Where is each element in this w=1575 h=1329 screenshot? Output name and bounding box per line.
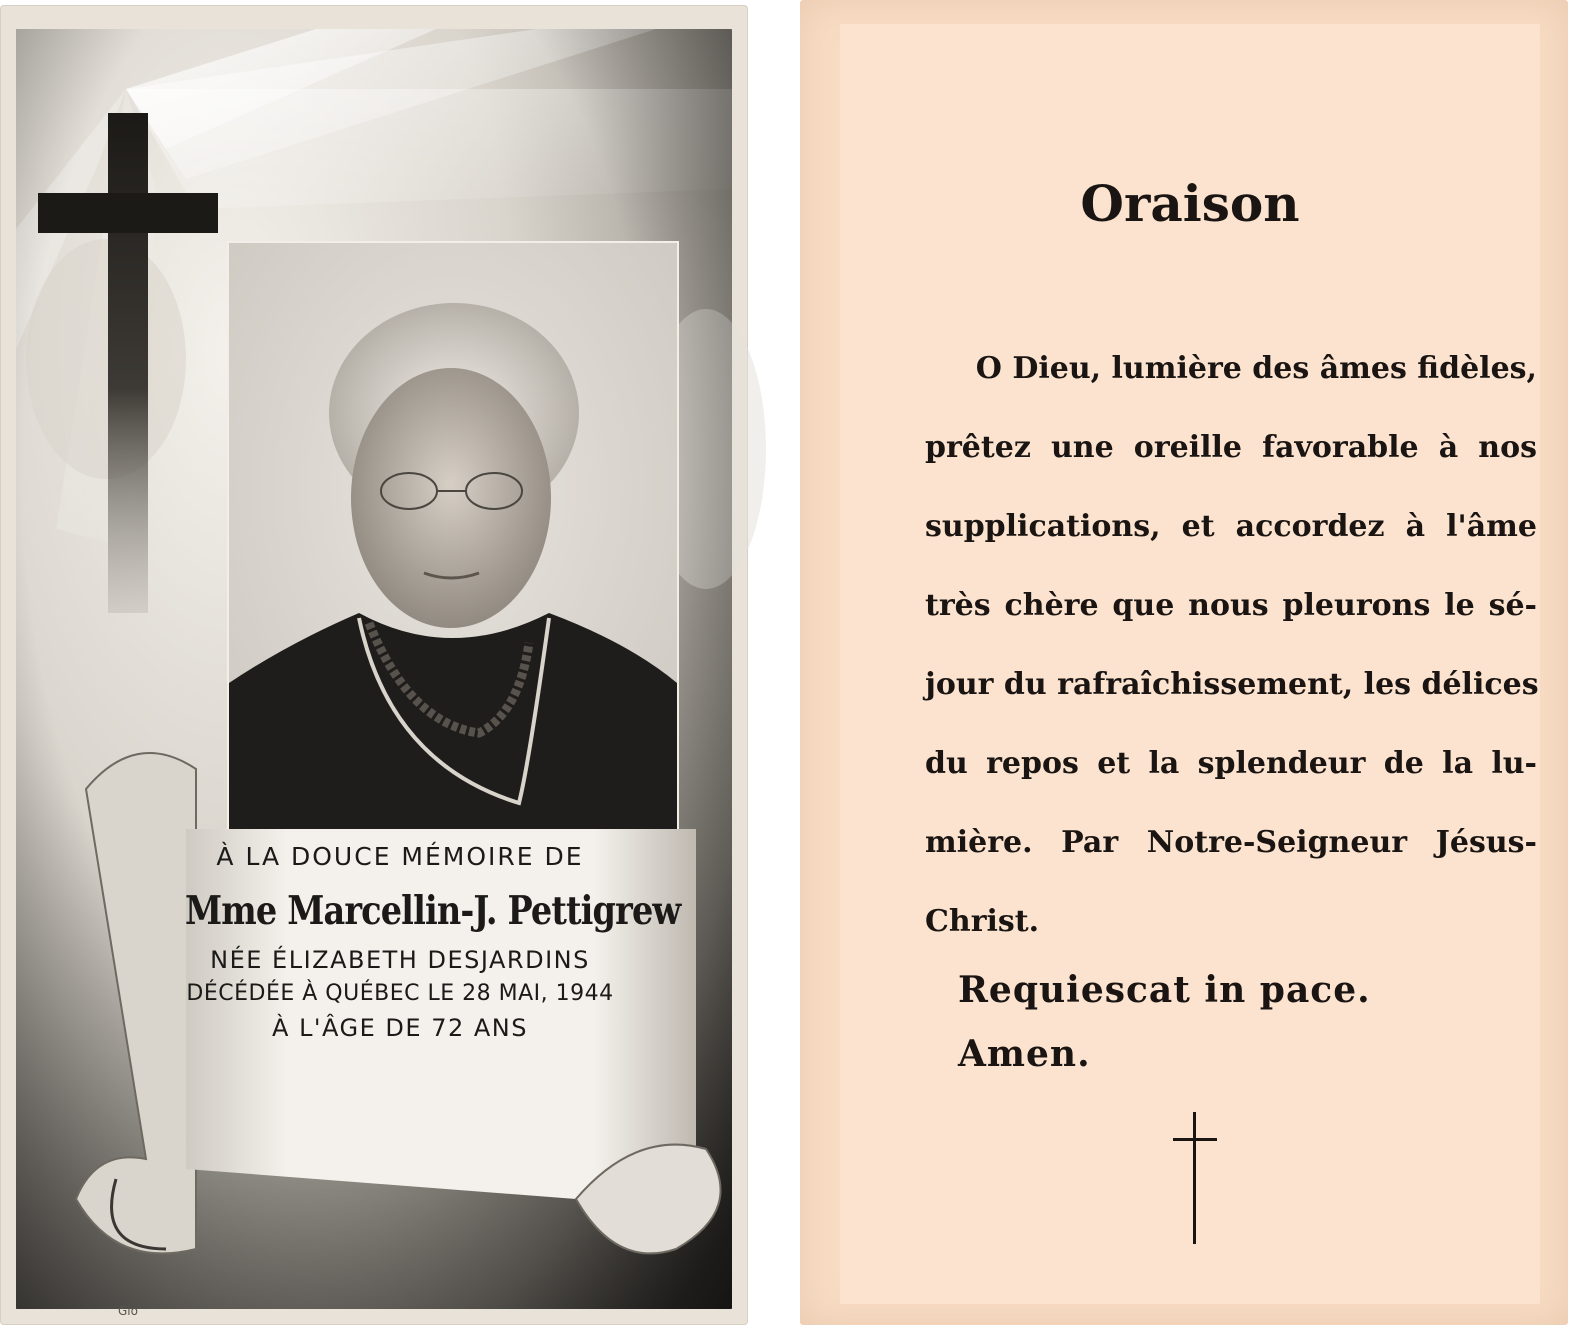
cross-icon bbox=[38, 113, 218, 613]
memorial-intro: À LA DOUCE MÉMOIRE DE bbox=[216, 842, 584, 871]
prayer-line: jour du rafraîchissement, les délices bbox=[925, 667, 1539, 702]
prayer-text bbox=[925, 342, 1537, 974]
amen-line: Amen. bbox=[958, 1033, 1091, 1075]
memorial-card-front bbox=[0, 5, 748, 1325]
prayer-line: prêtez une oreille favorable à nos bbox=[925, 430, 1537, 465]
closing-words bbox=[958, 958, 1371, 1086]
death-date-place: DÉCÉDÉE À QUÉBEC LE 28 MAI, 1944 bbox=[186, 981, 614, 1006]
prayer-line: Christ. bbox=[925, 904, 1040, 939]
prayer-line: O Dieu, lumière des âmes fidèles, bbox=[975, 351, 1537, 386]
deceased-name: Mme Marcellin-J. Pettigrew bbox=[185, 888, 681, 934]
prayer-line: du repos et la splendeur de la lu- bbox=[925, 746, 1537, 781]
prayer-line: très chère que nous pleurons le sé- bbox=[925, 588, 1537, 623]
memorial-artwork bbox=[16, 29, 732, 1318]
prayer-line: supplications, et accordez à l'âme bbox=[925, 509, 1537, 544]
artist-signature: Gio bbox=[118, 1304, 138, 1318]
maiden-name: NÉE ÉLIZABETH DESJARDINS bbox=[210, 946, 590, 974]
small-cross-icon bbox=[1170, 1112, 1220, 1244]
prayer-line: mière. Par Notre-Seigneur Jésus- bbox=[925, 825, 1537, 860]
age-at-death: À L'ÂGE DE 72 ANS bbox=[272, 1014, 528, 1042]
requiescat-line: Requiescat in pace. bbox=[958, 969, 1371, 1011]
memorial-inscription bbox=[150, 835, 681, 1045]
prayer-title: Oraison bbox=[1080, 174, 1300, 233]
